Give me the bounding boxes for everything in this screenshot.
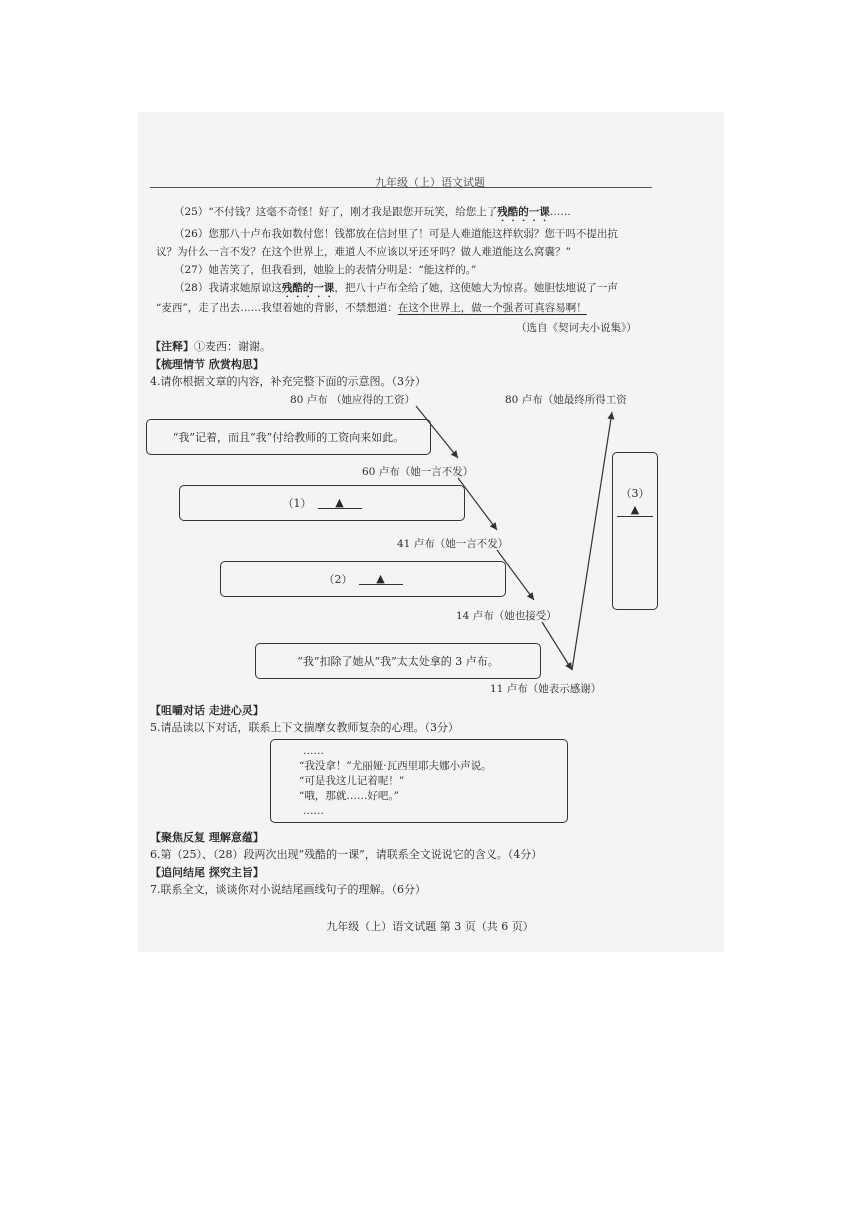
dialogue-line-1: “我没拿！”尤丽娅·瓦西里耶夫娜小声说。 [299, 760, 492, 772]
dialogue-line-2: “可是我这儿记着呢！” [299, 775, 405, 787]
answer-blank-3[interactable]: ▲ [617, 503, 653, 517]
dialogue-ellipsis-top: …… [303, 745, 324, 757]
diagram-box-1: （1） ▲ [179, 485, 465, 521]
underlined-sentence: 在这个世界上，做一个强者可真容易啊！ [397, 302, 587, 314]
dialogue-line-3: “哦，那就……好吧。” [299, 790, 399, 802]
paragraph-26-line2: 议？为什么一言不发？在这个世界上，难道人不应该以牙还牙吗？做人难道能这么窝囊？” [156, 246, 571, 258]
diagram-box-3: （3） ▲ [612, 452, 658, 610]
answer-blank-2[interactable]: ▲ [359, 574, 403, 585]
arrow-11-to-80 [572, 412, 612, 670]
diagram-box-top: “我”记着，而且“我”付给教师的工资向来如此。 [146, 419, 431, 455]
diagram-box-bottom: “我”扣除了她从“我”太太处拿的 3 卢布。 [255, 643, 541, 679]
section-title-plot: 【梳理情节 欣赏构思】 [150, 358, 264, 371]
label-14: 14 卢布（她也接受） [456, 610, 557, 622]
arrow-14-to-11 [542, 622, 572, 670]
paragraph-28-line1: （28）我请求她原谅这残酷的一课，把八十卢布全给了她，这使她大为惊喜。她胆怯地说了一声 [174, 282, 618, 294]
paragraph-27: （27）她苦笑了，但我看到，她脸上的表情分明是：“能这样的。” [174, 264, 477, 276]
dialogue-ellipsis-bottom: …… [303, 805, 324, 817]
label-80-initial: 80 卢布 （她应得的工资） [290, 394, 416, 406]
question-6: 6.第（25）、（28）段两次出现“残酷的一课”，请联系全文说说它的含义。（4分） [150, 848, 543, 861]
dialogue-box [270, 739, 568, 823]
source-citation: （选自《契诃夫小说集》） [516, 322, 637, 334]
question-4: 4.请你根据文章的内容，补充完整下面的示意图。（3分） [150, 375, 426, 388]
label-80-final: 80 卢布（她最终所得工资 [505, 394, 627, 406]
label-60: 60 卢布（她一言不发） [362, 466, 474, 478]
paragraph-28-line2: “麦西”，走了出去……我望着她的背影，不禁想道：在这个世界上，做一个强者可真容易啊！ [156, 302, 587, 314]
diagram-box-2: （2） ▲ [220, 561, 506, 597]
section-title-dialogue: 【咀嚼对话 走进心灵】 [150, 704, 264, 717]
paragraph-25: （25）“不付钱？这毫不奇怪！好了，刚才我是跟您开玩笑，给您上了残酷的一课…… [174, 206, 571, 218]
note: 【注释】①麦西：谢谢。 [150, 340, 271, 353]
page-header-title: 九年级（上）语文试题 [375, 176, 485, 189]
answer-blank-1[interactable]: ▲ [318, 498, 362, 509]
page-footer: 九年级（上）语文试题 第 3 页（共 6 页） [326, 920, 534, 933]
paragraph-26-line1: （26）您那八十卢布我如数付您！钱都放在信封里了！可是人难道能这样软弱？您干吗不提出抗 [174, 228, 618, 240]
question-7: 7.联系全文，谈谈你对小说结尾画线句子的理解。（6分） [150, 883, 426, 896]
label-11: 11 卢布（她表示感谢） [490, 683, 602, 695]
question-5: 5.请品读以下对话，联系上下文揣摩女教师复杂的心理。（3分） [150, 721, 459, 734]
section-title-ending: 【追问结尾 探究主旨】 [150, 866, 264, 879]
section-title-repetition: 【聚焦反复 理解意蕴】 [150, 831, 264, 844]
label-41: 41 卢布（她一言不发） [397, 538, 509, 550]
